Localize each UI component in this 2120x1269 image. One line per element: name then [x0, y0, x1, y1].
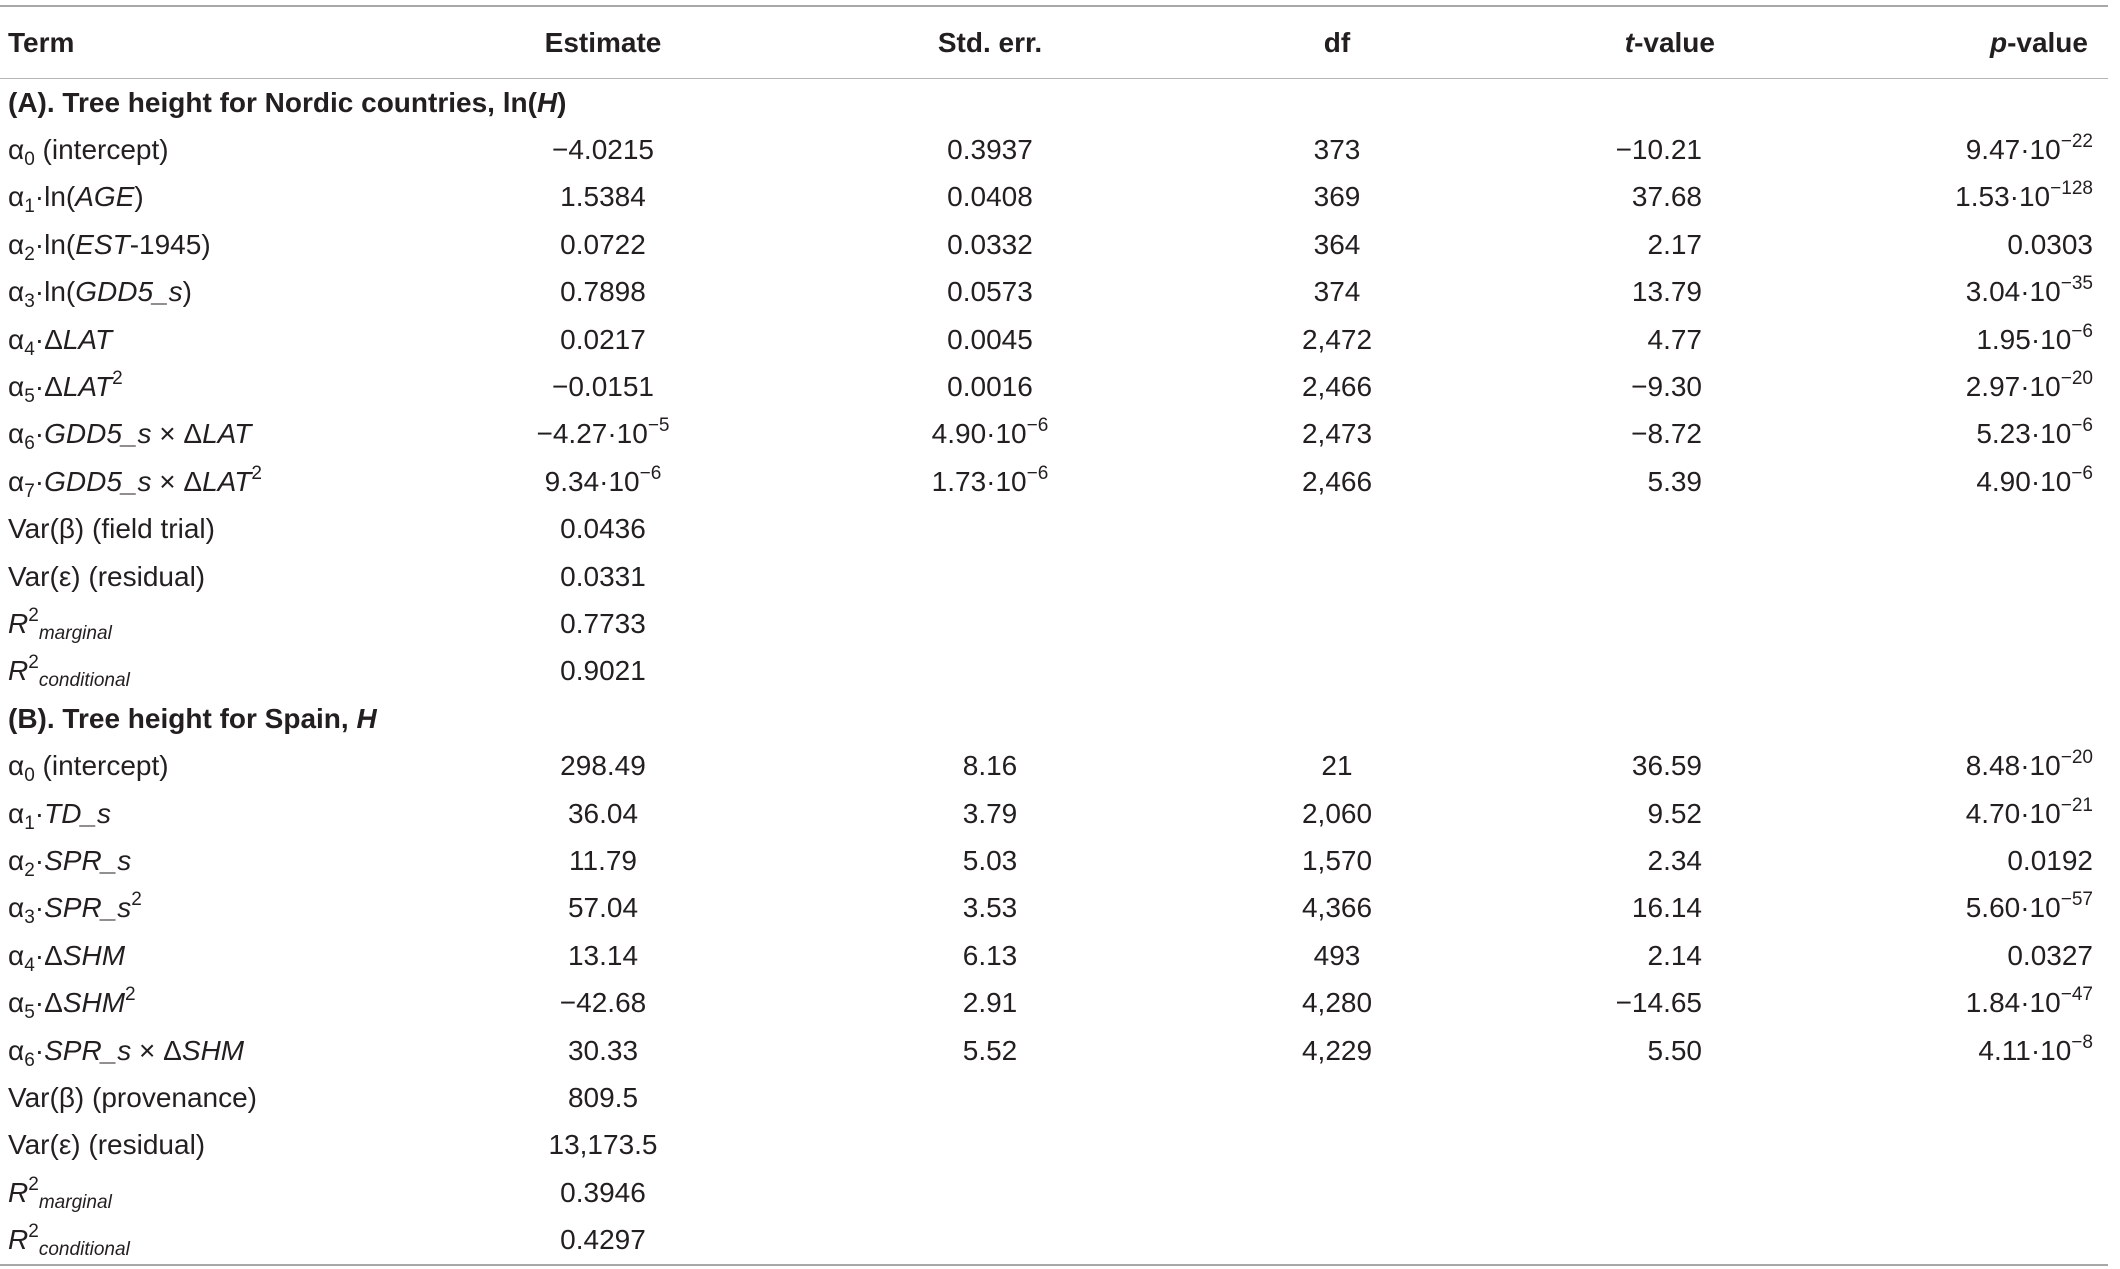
cell-df: 2,060: [1301, 797, 1373, 829]
table-row: [0, 1216, 2108, 1263]
table-row: [0, 553, 2108, 600]
cell-df: 2,473: [1301, 418, 1373, 450]
cell-df: 2,472: [1301, 323, 1373, 355]
header-std-err: Std. err.: [937, 26, 1043, 58]
cell-p-value: 0.0303: [2007, 228, 2093, 260]
cell-estimate: 1.5384: [560, 181, 646, 213]
cell-p-value: 0.0192: [2007, 844, 2093, 876]
cell-term: $R^2_{conditional}$: [8, 652, 130, 692]
cell-t-value: −8.72: [1631, 418, 1702, 450]
cell-term: $\alpha_1\cdot\ln(AGE)$: [8, 181, 144, 218]
cell-term: $\alpha_7\cdot GDD5\_s \times \Delta LAT^2$: [8, 463, 262, 502]
cell-p-value: $4.90\cdot 10^{-6}$: [1976, 463, 2093, 497]
cell-std-err: 3.53: [962, 892, 1018, 924]
table-row: [0, 363, 2108, 410]
cell-term: $\alpha_1\cdot TD\_s$: [8, 797, 112, 834]
cell-estimate: 298.49: [560, 750, 646, 782]
cell-estimate: −0.0151: [552, 371, 654, 403]
cell-term: $R^2_{conditional}$: [8, 1221, 130, 1261]
table-row: [0, 648, 2108, 695]
cell-t-value: 36.59: [1631, 750, 1702, 782]
cell-std-err: $4.90\cdot 10^{-6}$: [931, 415, 1049, 450]
table-header: [0, 7, 2108, 79]
cell-df: 1,570: [1301, 844, 1373, 876]
cell-std-err: 6.13: [962, 939, 1018, 971]
section-title: (A). Tree height for Nordic countries, ln(H): [8, 86, 567, 118]
cell-p-value: 0.0327: [2007, 939, 2093, 971]
table-row: [0, 269, 2108, 316]
cell-std-err: 2.91: [962, 987, 1018, 1019]
cell-df: 364: [1313, 228, 1361, 260]
cell-std-err: 0.0573: [947, 276, 1033, 308]
cell-std-err: 0.0332: [947, 228, 1033, 260]
cell-estimate: 11.79: [569, 844, 637, 876]
cell-estimate: 13,173.5: [548, 1129, 658, 1161]
cell-std-err: 8.16: [962, 750, 1018, 782]
cell-df: 2,466: [1301, 465, 1373, 497]
cell-term: $R^2_{marginal}$: [8, 1173, 112, 1213]
table-row: [0, 742, 2108, 789]
cell-estimate: 0.7733: [560, 607, 646, 639]
header-estimate: Estimate: [544, 26, 662, 58]
cell-term: $\alpha_4\cdot\Delta LAT$: [8, 323, 113, 360]
cell-term: $\alpha_6\cdot SPR\_s \times \Delta SHM$: [8, 1034, 245, 1071]
cell-t-value: 2.34: [1647, 844, 1702, 876]
table-row: [0, 885, 2108, 932]
cell-std-err: 5.03: [962, 844, 1018, 876]
cell-t-value: 16.14: [1631, 892, 1702, 924]
cell-std-err: 3.79: [962, 797, 1018, 829]
cell-estimate: 0.7898: [560, 276, 646, 308]
cell-t-value: 9.52: [1647, 797, 1702, 829]
cell-estimate: 57.04: [567, 892, 639, 924]
table-row: [0, 506, 2108, 553]
cell-p-value: $8.48\cdot 10^{-20}$: [1965, 747, 2093, 782]
cell-t-value: 5.39: [1647, 465, 1702, 497]
cell-p-value: $1.53\cdot 10^{-128}$: [1955, 178, 2093, 213]
cell-term: $\alpha_4\cdot\Delta SHM$: [8, 939, 126, 976]
cell-p-value: $9.47\cdot 10^{-22}$: [1965, 131, 2093, 166]
cell-estimate: 30.33: [567, 1034, 639, 1066]
cell-p-value: $2.97\cdot 10^{-20}$: [1965, 368, 2093, 403]
cell-estimate: 0.0722: [560, 228, 646, 260]
cell-p-value: $1.95\cdot 10^{-6}$: [1976, 320, 2093, 355]
cell-term: $\alpha_2\cdot SPR\_s$: [8, 844, 132, 882]
cell-p-value: $5.60\cdot 10^{-57}$: [1965, 889, 2093, 924]
table-row: [0, 174, 2108, 221]
cell-df: 4,280: [1301, 987, 1373, 1019]
cell-estimate: 0.4297: [560, 1224, 646, 1256]
cell-t-value: 13.79: [1631, 276, 1702, 308]
cell-std-err: 5.52: [962, 1034, 1018, 1066]
cell-std-err: 0.3937: [947, 134, 1033, 166]
header-df: df: [1323, 26, 1351, 58]
cell-term: $\alpha_0$ (intercept): [8, 750, 169, 787]
cell-t-value: −9.30: [1631, 371, 1702, 403]
cell-estimate: $-4.27\cdot 10^{-5}$: [536, 415, 670, 450]
cell-t-value: 2.17: [1647, 228, 1702, 260]
cell-term: $\alpha_3\cdot\ln(GDD5\_s)$: [8, 276, 192, 313]
cell-term: $\alpha_0$ (intercept): [8, 134, 169, 171]
table-row: [0, 411, 2108, 458]
cell-p-value: $5.23\cdot 10^{-6}$: [1976, 415, 2093, 450]
cell-term: $\alpha_2\cdot\ln(EST-1945)$: [8, 228, 211, 265]
cell-df: 2,466: [1301, 371, 1373, 403]
table-body: [0, 79, 2108, 1264]
header-term: Term: [8, 26, 75, 58]
cell-t-value: −14.65: [1615, 987, 1702, 1019]
table-row: [0, 600, 2108, 647]
cell-estimate: 0.3946: [560, 1176, 646, 1208]
cell-estimate: 0.0436: [560, 513, 646, 545]
cell-t-value: 4.77: [1647, 323, 1702, 355]
cell-estimate: 36.04: [567, 797, 639, 829]
table-row: [0, 1074, 2108, 1121]
cell-df: 4,366: [1301, 892, 1373, 924]
table-row: [0, 458, 2108, 505]
results-table: [0, 5, 2108, 1266]
table-row: [0, 932, 2108, 979]
table-row: [0, 1169, 2108, 1216]
cell-term: $\alpha_5\cdot\Delta SHM^2$: [8, 984, 136, 1024]
cell-std-err: 0.0016: [947, 371, 1033, 403]
cell-t-value: 37.68: [1631, 181, 1702, 213]
cell-t-value: −10.21: [1615, 134, 1702, 166]
table-row: [0, 1122, 2108, 1169]
section-header: [0, 695, 2108, 742]
section-title: (B). Tree height for Spain, H: [8, 702, 377, 734]
table-row: [0, 126, 2108, 173]
cell-p-value: $1.84\cdot 10^{-47}$: [1965, 984, 2093, 1019]
cell-std-err: $1.73\cdot 10^{-6}$: [931, 463, 1049, 497]
cell-term: Var(β) (field trial): [8, 513, 215, 545]
cell-p-value: $4.11\cdot 10^{-8}$: [1978, 1031, 2093, 1066]
cell-df: 4,229: [1301, 1034, 1373, 1066]
cell-df: 493: [1313, 939, 1361, 971]
cell-df: 373: [1313, 134, 1361, 166]
cell-df: 374: [1313, 276, 1361, 308]
cell-term: $\alpha_6\cdot GDD5\_s \times \Delta LAT$: [8, 418, 252, 455]
section-header: [0, 79, 2108, 126]
cell-t-value: 5.50: [1647, 1034, 1702, 1066]
table-row: [0, 837, 2108, 884]
cell-estimate: 0.9021: [560, 655, 646, 687]
table-row: [0, 221, 2108, 268]
cell-estimate: −4.0215: [552, 134, 654, 166]
cell-term: Var(β) (provenance): [8, 1081, 258, 1113]
table-row: [0, 790, 2108, 837]
cell-std-err: 0.0408: [947, 181, 1033, 213]
cell-df: 369: [1313, 181, 1361, 213]
cell-estimate: 809.5: [567, 1081, 639, 1113]
cell-term: Var(ε) (residual): [8, 1129, 206, 1161]
table-row: [0, 979, 2108, 1026]
cell-p-value: $4.70\cdot 10^{-21}$: [1965, 794, 2093, 829]
cell-estimate: 0.0331: [560, 560, 646, 592]
cell-estimate: $9.34\cdot 10^{-6}$: [544, 463, 662, 497]
table-row: [0, 1027, 2108, 1074]
cell-p-value: $3.04\cdot 10^{-35}$: [1965, 273, 2093, 308]
cell-estimate: −42.68: [559, 987, 647, 1019]
table-row: [0, 316, 2108, 363]
cell-term: Var(ε) (residual): [8, 560, 206, 592]
cell-df: 21: [1321, 750, 1353, 782]
cell-std-err: 0.0045: [947, 323, 1033, 355]
header-t-value: t-value: [1624, 26, 1715, 58]
cell-term: $\alpha_3\cdot SPR\_s^2$: [8, 889, 142, 929]
cell-term: $R^2_{marginal}$: [8, 605, 112, 645]
cell-term: $\alpha_5\cdot\Delta LAT^2$: [8, 368, 123, 408]
cell-t-value: 2.14: [1647, 939, 1702, 971]
cell-estimate: 0.0217: [560, 323, 646, 355]
cell-estimate: 13.14: [567, 939, 639, 971]
header-p-value: p-value: [1989, 26, 2088, 58]
